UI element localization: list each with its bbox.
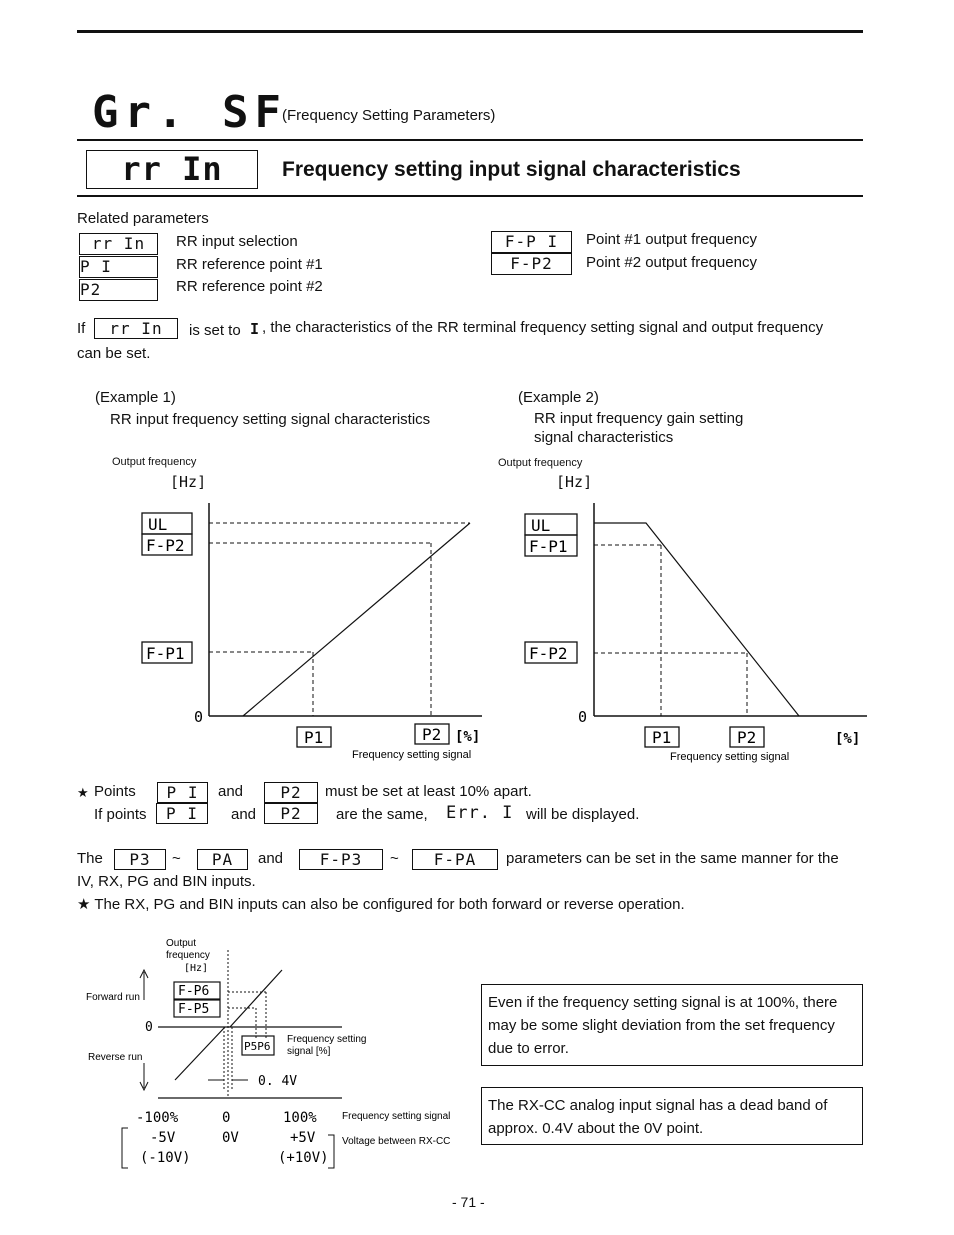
ex1-zero: 0 (194, 708, 204, 726)
example1-ylabel: Output frequency (112, 456, 197, 468)
example2-label: (Example 2) (518, 389, 599, 406)
d3-v-0: 0V (222, 1130, 239, 1146)
error-displayed: will be displayed. (526, 806, 640, 823)
d3-reverse-line (175, 1027, 225, 1080)
tilde-1: ~ (172, 850, 181, 867)
page-number: - 71 - (452, 1194, 485, 1210)
tilde-2: ~ (390, 850, 399, 867)
intro-value: I (250, 320, 261, 338)
section-rule-top (77, 139, 863, 141)
d3-x-100: 100% (283, 1110, 317, 1126)
ex1-ul-text: UL (148, 515, 168, 534)
d3-v-10: (+10V) (278, 1150, 329, 1166)
ex1-p1-text: P1 (304, 728, 324, 747)
points-rule: must be set at least 10% apart. (325, 783, 532, 800)
param-label-rrin: RR input selection (176, 233, 298, 250)
code-fp3-box: F-P3 (299, 849, 383, 870)
d3-x-m100: -100% (136, 1110, 179, 1126)
example1-label: (Example 1) (95, 389, 176, 406)
ex2-characteristic-line (594, 523, 799, 716)
error-code: Err. I (446, 803, 514, 823)
forward-reverse-diagram (80, 930, 465, 1170)
ex1-fp2-text: F-P2 (146, 536, 185, 555)
points-p2-box: P2 (264, 782, 318, 803)
star-line: ★ The RX, PG and BIN inputs can also be configured for both forward or reverse operation. (77, 896, 685, 913)
the-rest: parameters can be set in the same manner for the (506, 850, 839, 867)
ex1-fp1-text: F-P1 (146, 644, 185, 663)
the-and: and (258, 850, 284, 867)
related-left-list (79, 233, 158, 301)
d3-reverse: Reverse run (88, 1052, 143, 1063)
example1-diagram (130, 495, 500, 765)
d3-ylabel2: frequency (166, 950, 210, 961)
top-rule (77, 30, 863, 33)
ex2-xlabel: Frequency setting signal (670, 751, 790, 763)
intro-rest: , the characteristics of the RR terminal frequency setting signal and output frequency (262, 319, 824, 336)
param-label-p2: RR reference point #2 (176, 278, 323, 295)
intro-code: rr In (94, 318, 178, 339)
example2-diagram (515, 495, 875, 770)
param-label-fp2: Point #2 output frequency (586, 254, 757, 271)
param-label-fp1: Point #1 output frequency (586, 231, 757, 248)
d3-forward-line (230, 970, 282, 1027)
example1-title: RR input frequency setting signal characteristics (110, 411, 431, 428)
param-code-fp2: F-P2 (491, 253, 572, 275)
param-code-rrin: rr In (79, 233, 158, 255)
example2-title1: RR input frequency gain setting (534, 410, 744, 427)
example2-ylabel: Output frequency (498, 457, 583, 469)
ex2-p2-text: P2 (737, 728, 757, 747)
section-rule-bottom (77, 195, 863, 197)
example2-yunit: [Hz] (556, 473, 593, 491)
d3-fp6-text: F-P6 (178, 984, 210, 999)
d3-bracket-right (328, 1135, 334, 1168)
group-code: Gr. SF (92, 87, 287, 138)
ex1-p2-text: P2 (422, 725, 442, 744)
points-star: ★ (77, 785, 89, 800)
section-title: Frequency setting input signal characteristics (282, 158, 741, 181)
ex1-xlabel: Frequency setting signal (352, 749, 472, 761)
ex2-xunit: [%] (835, 731, 861, 747)
ex2-zero: 0 (578, 708, 588, 726)
note-deviation: Even if the frequency setting signal is at 100%, there may be some slight deviation from the set frequency due to error. (481, 984, 863, 1066)
points-and: and (218, 783, 244, 800)
ex2-p1-text: P1 (652, 728, 672, 747)
the-word: The (77, 850, 103, 867)
intro-if: If (77, 320, 86, 337)
d3-yunit: [Hz] (184, 963, 209, 974)
group-description: (Frequency Setting Parameters) (282, 107, 496, 124)
d3-ylabel1: Output (166, 938, 197, 949)
d3-p5p6-text: P5P6 (244, 1040, 271, 1053)
if-points-same: are the same, (336, 806, 428, 823)
ex1-characteristic-line (243, 523, 470, 716)
ex2-ul-text: UL (531, 516, 551, 535)
d3-v-5: +5V (290, 1130, 316, 1146)
param-code-fp1: F-P I (491, 231, 572, 253)
d3-fp5-text: F-P5 (178, 1002, 210, 1017)
points-p1-box: P I (157, 782, 208, 803)
ex2-fp2-text: F-P2 (529, 644, 568, 663)
related-heading: Related parameters (77, 210, 209, 227)
intro-mid: is set to (189, 322, 241, 339)
d3-zero: 0 (145, 1020, 153, 1035)
d3-forward: Forward run (86, 992, 140, 1003)
d3-deadband: 0. 4V (258, 1074, 298, 1089)
ex1-xunit: [%] (455, 729, 481, 745)
d3-v-m5: -5V (150, 1130, 176, 1146)
code-p3-box: P3 (114, 849, 166, 870)
d3-v-m10: (-10V) (140, 1150, 191, 1166)
param-label-p1: RR reference point #1 (176, 256, 323, 273)
d3-v-title: Voltage between RX-CC (342, 1136, 451, 1147)
if-points: If points (94, 806, 147, 823)
if-points-p2-box: P2 (264, 803, 318, 824)
example2-title2: signal characteristics (534, 429, 674, 446)
if-points-p1-box: P I (156, 803, 208, 824)
the-line2: IV, RX, PG and BIN inputs. (77, 873, 256, 890)
d3-x-0: 0 (222, 1110, 231, 1126)
points-word: Points (94, 783, 136, 800)
code-pa-box: PA (197, 849, 248, 870)
note-deadband: The RX-CC analog input signal has a dead band of approx. 0.4V about the 0V point. (481, 1087, 863, 1145)
example1-yunit: [Hz] (170, 473, 207, 491)
param-code-p2: P2 (79, 279, 158, 301)
d3-sig2: signal [%] (287, 1046, 331, 1057)
param-code-p1: P I (79, 256, 158, 278)
d3-sig1: Frequency setting (287, 1034, 367, 1045)
if-points-and: and (231, 806, 257, 823)
d3-x-title: Frequency setting signal (342, 1111, 451, 1122)
ex2-fp1-text: F-P1 (529, 537, 568, 556)
intro-line2: can be set. (77, 345, 151, 362)
section-code: rr In (86, 150, 258, 189)
code-fpa-box: F-PA (412, 849, 498, 870)
d3-bracket-left (122, 1128, 128, 1168)
